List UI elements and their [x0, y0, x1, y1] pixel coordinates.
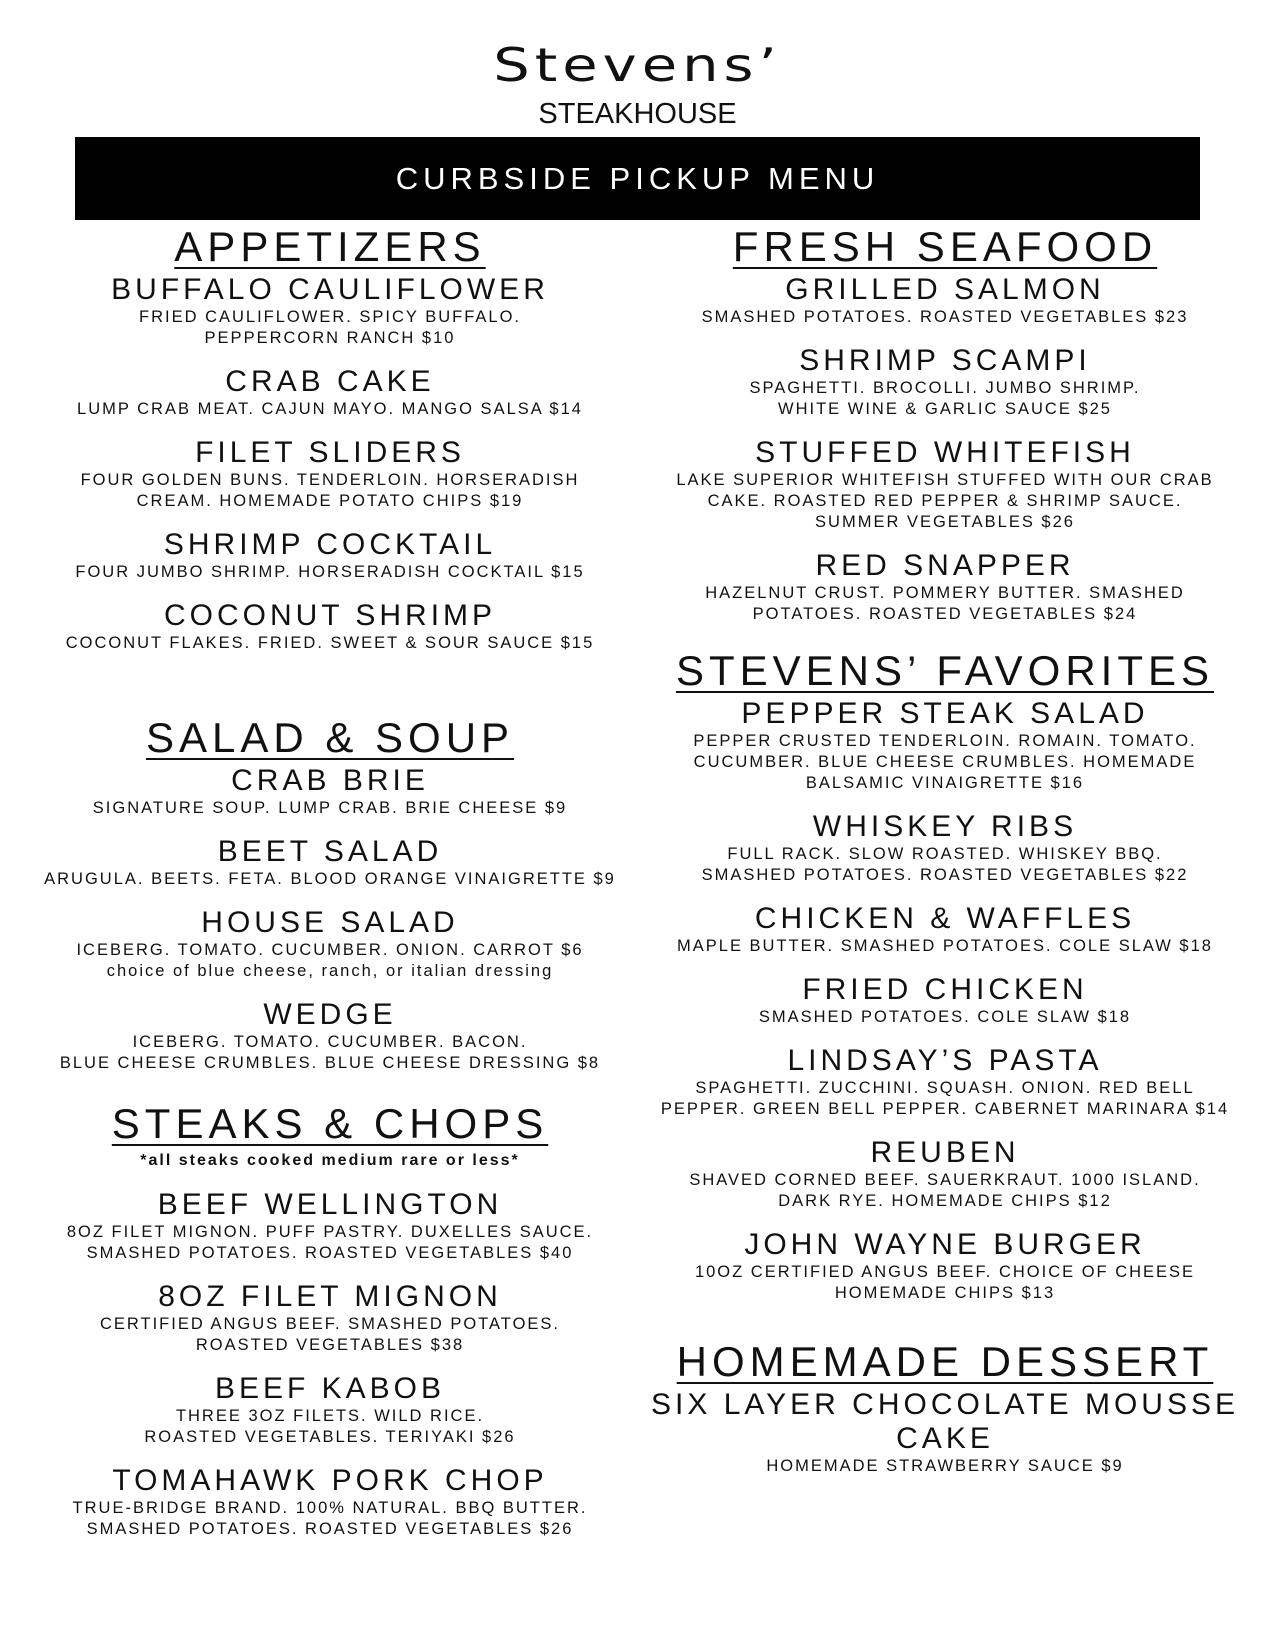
appetizers-section — [30, 221, 630, 654]
menu-item-description — [30, 562, 630, 583]
menu-item — [645, 549, 1245, 625]
menu-item — [30, 835, 630, 890]
description-line: COCONUT FLAKES. FRIED. SWEET & SOUR SAUCE $15 — [65, 634, 595, 652]
menu-item-name: SHRIMP COCKTAIL — [163, 528, 497, 561]
section-title-text: FRESH SEAFOOD — [732, 223, 1158, 270]
menu-item-name: FRIED CHICKEN — [802, 973, 1088, 1006]
section-title — [645, 221, 1245, 273]
description-line: 8OZ FILET MIGNON. PUFF PASTRY. DUXELLES SAUCE. — [66, 1223, 594, 1241]
description-line: SHAVED CORNED BEEF. SAUERKRAUT. 1000 ISLAND. — [689, 1171, 1201, 1189]
description-line: FRIED CAULIFLOWER. SPICY BUFFALO. — [138, 308, 521, 326]
menu-item-name: FILET SLIDERS — [195, 436, 465, 469]
menu-item — [30, 1280, 630, 1356]
description-line: PEPPER. GREEN BELL PEPPER. CABERNET MARINARA $14 — [660, 1100, 1230, 1118]
dessert-section — [645, 1336, 1245, 1477]
menu-item-description — [30, 940, 630, 982]
description-line: SMASHED POTATOES. ROASTED VEGETABLES $22 — [701, 866, 1189, 884]
menu-item-name: LINDSAY’S PASTA — [787, 1044, 1103, 1077]
menu-item-description — [30, 470, 630, 512]
menu-item — [645, 902, 1245, 957]
menu-item-description — [30, 869, 630, 890]
menu-item-name: WHISKEY RIBS — [812, 810, 1078, 843]
description-line: SUMMER VEGETABLES $26 — [815, 513, 1075, 531]
description-line: BLUE CHEESE CRUMBLES. BLUE CHEESE DRESSING $8 — [59, 1054, 601, 1072]
menu-banner: CURBSIDE PICKUP MENU — [75, 137, 1200, 220]
menu-item — [645, 1044, 1245, 1120]
menu-item-description — [645, 470, 1245, 533]
section-title-text: STEAKS & CHOPS — [111, 1100, 549, 1147]
description-line: CERTIFIED ANGUS BEEF. SMASHED POTATOES. — [99, 1315, 561, 1333]
description-line: SMASHED POTATOES. ROASTED VEGETABLES $26 — [86, 1520, 574, 1538]
section-title — [30, 221, 630, 273]
description-line: CREAM. HOMEMADE POTATO CHIPS $19 — [136, 492, 524, 510]
menu-item — [30, 528, 630, 583]
menu-item-description — [645, 1456, 1245, 1477]
menu-item-description — [30, 1406, 630, 1448]
menu-item-name: BEEF KABOB — [214, 1372, 446, 1405]
menu-item — [645, 436, 1245, 533]
menu-item-name: RED SNAPPER — [815, 549, 1075, 582]
menu-item-description — [30, 1314, 630, 1356]
description-line: DARK RYE. HOMEMADE CHIPS $12 — [778, 1192, 1112, 1210]
menu-item-name: BEEF WELLINGTON — [157, 1188, 503, 1221]
menu-item-name: REUBEN — [870, 1136, 1020, 1169]
description-line: LUMP CRAB MEAT. CAJUN MAYO. MANGO SALSA $14 — [77, 400, 583, 418]
section-title — [645, 1336, 1245, 1388]
menu-item — [30, 1464, 630, 1540]
menu-item-name: WEDGE — [263, 998, 397, 1031]
menu-item-description — [30, 1498, 630, 1540]
menu-item-name: STUFFED WHITEFISH — [755, 436, 1135, 469]
right-column — [645, 225, 1245, 1477]
description-line: 10OZ CERTIFIED ANGUS BEEF. CHOICE OF CHEESE — [694, 1263, 1196, 1281]
menu-item-description — [645, 378, 1245, 420]
description-line: CUCUMBER. BLUE CHEESE CRUMBLES. HOMEMADE — [693, 753, 1197, 771]
description-line: SPAGHETTI. ZUCCHINI. SQUASH. ONION. RED BELL — [695, 1079, 1195, 1097]
section-title-text: SALAD & SOUP — [145, 714, 515, 761]
description-line: ROASTED VEGETABLES. TERIYAKI $26 — [144, 1428, 516, 1446]
menu-item-name: CRAB CAKE — [225, 365, 435, 398]
menu-item — [645, 1228, 1245, 1304]
menu-item-description — [645, 583, 1245, 625]
menu-item-name: PEPPER STEAK SALAD — [741, 697, 1149, 730]
menu-item-description — [30, 307, 630, 349]
menu-item-description — [30, 1032, 630, 1074]
menu-item-name: 8OZ FILET MIGNON — [158, 1280, 502, 1313]
description-line: TRUE-BRIDGE BRAND. 100% NATURAL. BBQ BUTTER. — [72, 1499, 588, 1517]
menu-item-name: HOUSE SALAD — [201, 906, 459, 939]
menu-item-name: SIX LAYER CHOCOLATE MOUSSE CAKE — [651, 1388, 1239, 1455]
menu-item-description — [645, 1262, 1245, 1304]
menu-item-description — [30, 633, 630, 654]
description-line: LAKE SUPERIOR WHITEFISH STUFFED WITH OUR CRAB — [676, 471, 1214, 489]
menu-item-name: BUFFALO CAULIFLOWER — [111, 273, 549, 306]
menu-item-name: BEET SALAD — [217, 835, 443, 868]
description-line: ARUGULA. BEETS. FETA. BLOOD ORANGE VINAIGRETTE $9 — [44, 870, 616, 888]
description-line: PEPPER CRUSTED TENDERLOIN. ROMAIN. TOMATO. — [693, 732, 1197, 750]
section-title — [30, 1098, 630, 1150]
fresh-seafood-section — [645, 221, 1245, 625]
description-line: SIGNATURE SOUP. LUMP CRAB. BRIE CHEESE $9 — [92, 799, 568, 817]
description-line: WHITE WINE & GARLIC SAUCE $25 — [778, 400, 1112, 418]
menu-item — [645, 273, 1245, 328]
menu-item-name: CRAB BRIE — [231, 764, 429, 797]
description-line: ICEBERG. TOMATO. CUCUMBER. ONION. CARROT $6 — [76, 941, 584, 959]
description-line: CAKE. ROASTED RED PEPPER & SHRIMP SAUCE. — [707, 492, 1183, 510]
menu-item — [645, 697, 1245, 794]
menu-item-description — [645, 307, 1245, 328]
description-line: SMASHED POTATOES. ROASTED VEGETABLES $40 — [86, 1244, 574, 1262]
menu-item — [30, 998, 630, 1074]
menu-item — [645, 810, 1245, 886]
section-title — [30, 712, 630, 764]
description-line: FOUR JUMBO SHRIMP. HORSERADISH COCKTAIL $15 — [75, 563, 585, 581]
menu-item — [30, 1372, 630, 1448]
section-title — [645, 645, 1245, 697]
menu-item — [645, 1136, 1245, 1212]
menu-item-description — [645, 1170, 1245, 1212]
brand-subtitle: STEAKHOUSE — [538, 98, 737, 130]
menu-item — [30, 436, 630, 512]
menu-item — [30, 365, 630, 420]
menu-item-description — [30, 399, 630, 420]
description-line: HOMEMADE STRAWBERRY SAUCE $9 — [766, 1457, 1124, 1475]
description-line: choice of blue cheese, ranch, or italian dressing — [106, 962, 554, 980]
menu-item — [30, 273, 630, 349]
menu-item — [30, 764, 630, 819]
menu-item-name: JOHN WAYNE BURGER — [744, 1228, 1146, 1261]
section-title-text: HOMEMADE DESSERT — [676, 1338, 1214, 1385]
salad-soup-section — [30, 712, 630, 1074]
menu-item — [30, 599, 630, 654]
menu-item — [645, 1388, 1245, 1477]
menu-item-description — [645, 844, 1245, 886]
section-title-text: APPETIZERS — [174, 223, 486, 270]
menu-item-name: CHICKEN & WAFFLES — [754, 902, 1136, 935]
menu-item-description — [645, 936, 1245, 957]
section-note: *all steaks cooked medium rare or less* — [140, 1152, 520, 1169]
menu-item-description — [30, 798, 630, 819]
menu-item — [30, 906, 630, 982]
description-line: ROASTED VEGETABLES $38 — [195, 1336, 465, 1354]
description-line: SPAGHETTI. BROCOLLI. JUMBO SHRIMP. — [749, 379, 1141, 397]
description-line: HAZELNUT CRUST. POMMERY BUTTER. SMASHED — [705, 584, 1185, 602]
favorites-section — [645, 645, 1245, 1304]
description-line: HOMEMADE CHIPS $13 — [834, 1284, 1056, 1302]
menu-item-name: TOMAHAWK PORK CHOP — [112, 1464, 548, 1497]
description-line: FOUR GOLDEN BUNS. TENDERLOIN. HORSERADISH — [80, 471, 580, 489]
menu-item-description — [645, 1007, 1245, 1028]
description-line: THREE 3OZ FILETS. WILD RICE. — [175, 1407, 485, 1425]
description-line: SMASHED POTATOES. COLE SLAW $18 — [758, 1008, 1132, 1026]
menu-item-description — [30, 1222, 630, 1264]
menu-item-description — [645, 731, 1245, 794]
description-line: BALSAMIC VINAIGRETTE $16 — [805, 774, 1085, 792]
menu-item — [645, 973, 1245, 1028]
description-line: POTATOES. ROASTED VEGETABLES $24 — [752, 605, 1138, 623]
menu-item — [645, 344, 1245, 420]
section-title-text: STEVENS’ FAVORITES — [675, 647, 1215, 694]
menu-item-name: GRILLED SALMON — [785, 273, 1105, 306]
description-line: ICEBERG. TOMATO. CUCUMBER. BACON. — [132, 1033, 528, 1051]
menu-item-description — [645, 1078, 1245, 1120]
menu-item-name: SHRIMP SCAMPI — [799, 344, 1091, 377]
description-line: FULL RACK. SLOW ROASTED. WHISKEY BBQ. — [727, 845, 1163, 863]
description-line: MAPLE BUTTER. SMASHED POTATOES. COLE SLAW $18 — [677, 937, 1213, 955]
description-line: PEPPERCORN RANCH $10 — [204, 329, 456, 347]
left-column — [30, 225, 630, 1540]
brand-logo: Stevens’ — [493, 38, 782, 92]
menu-item — [30, 1188, 630, 1264]
description-line: SMASHED POTATOES. ROASTED VEGETABLES $23 — [701, 308, 1189, 326]
menu-item-name: COCONUT SHRIMP — [163, 599, 497, 632]
steaks-chops-section — [30, 1098, 630, 1540]
